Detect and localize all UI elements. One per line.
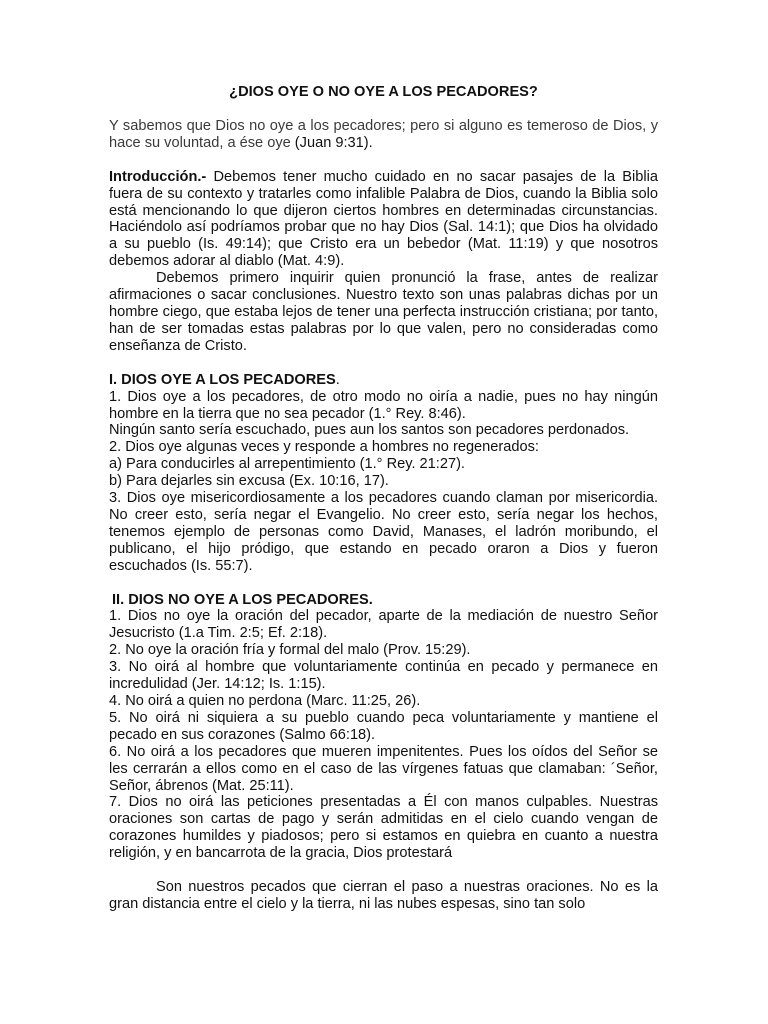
intro-text: Debemos tener mucho cuidado en no sacar pasajes de la Biblia fuera de su contexto y tratarles como infalible Palabra de Dios, cuando la Biblia solo está mencionando lo que dijeron ciertos hombres en determinadas circunstancias. Haciéndolo así podríamos probar que no hay Dios (Sal. 14:1); que Dios ha olvidado a su pueblo (Is. 49:14); que Cristo era un bebedor (Mat. 11:19) y que nosotros debemos adorar al diablo (Mat. 4:9). — [109, 168, 658, 270]
closing-paragraph: Son nuestros pecados que cierran el paso a nuestras oraciones. No es la gran distancia entre el cielo y la tierra, ni las nubes espesas, sino tan solo — [109, 879, 658, 912]
section1-item: a) Para conducirles al arrepentimiento (1.° Rey. 21:27). — [109, 456, 465, 473]
intro-label: Introducción.- — [109, 168, 207, 185]
section1-item: Ningún santo sería escuchado, pues aun los santos son pecadores perdonados. — [109, 422, 630, 439]
spacer — [109, 862, 658, 879]
section1-heading-text: I. DIOS OYE A LOS PECADORES — [109, 371, 336, 388]
intro-paragraph-2: Debemos primero inquirir quien pronunció la frase, antes de realizar afirmaciones o sacar conclusiones. Nuestro texto son unas palabras dichas por un hombre ciego, que estaba lejos de tener una perfecta instrucción cristiana; por tanto, han de ser tomadas estas palabras por lo que valen, pero no consideradas como enseñanza de Cristo. — [109, 270, 658, 354]
section2-item: 1. Dios no oye la oración del pecador, aparte de la mediación de nuestro Señor Jesucristo (1.a Tim. 2:5; Ef. 2:18). — [109, 608, 658, 642]
section1-heading — [109, 372, 658, 389]
section2-heading: II. DIOS NO OYE A LOS PECADORES. — [112, 591, 373, 608]
section2-item: 4. No oirá a quien no perdona (Marc. 11:25, 26). — [109, 693, 421, 709]
section1-item: 2. Dios oye algunas veces y responde a hombres no regenerados: — [109, 439, 539, 456]
document-title: ¿DIOS OYE O NO OYE A LOS PECADORES? — [229, 84, 538, 100]
epigraph — [109, 118, 658, 152]
section1-heading-tail: . — [335, 371, 340, 388]
spacer — [109, 575, 658, 592]
section2-item: 5. No oirá ni siquiera a su pueblo cuando peca voluntariamente y mantiene el pecado en sus corazones (Salmo 66:18). — [109, 709, 658, 743]
spacer — [109, 152, 658, 169]
section2-item: 3. No oirá al hombre que voluntariamente continúa en pecado y permanece en incredulidad (Jer. 14:12; Is. 1:15). — [109, 659, 658, 693]
epigraph-ref: (Juan 9:31). — [290, 134, 373, 151]
section1-item: 3. Dios oye misericordiosamente a los pecadores cuando claman por misericordia. No creer esto, sería negar el Evangelio. No creer esto, sería negar los hechos, tenemos ejemplo de personas como David, Manases, el ladrón moribundo, el publicano, el hijo pródigo, que estando en pecado oraron a Dios y fueron escuchados (Is. 55:7). — [109, 490, 658, 574]
section2-item: 6. No oirá a los pecadores que mueren impenitentes. Pues los oídos del Señor se les cerrarán a ellos como en el caso de las vírgenes fatuas que clamaban: ´Señor, Señor, ábrenos (Mat. 25:11). — [109, 743, 658, 794]
document-page — [109, 84, 658, 913]
section1-item: 1. Dios oye a los pecadores, de otro modo no oiría a nadie, pues no hay ningún hombre en la tierra que no sea pecador (1.° Rey. 8:46). — [109, 388, 658, 422]
section1-item: b) Para dejarles sin excusa (Ex. 10:16, 17). — [109, 473, 389, 490]
epigraph-text: Y sabemos que Dios no oye a los pecadores; pero si alguno es temeroso de Dios, y hace su voluntad, a ése oye — [109, 117, 658, 151]
section2-item: 2. No oye la oración fría y formal del malo (Prov. 15:29). — [109, 642, 471, 659]
section2-item: 7. Dios no oirá las peticiones presentadas a Él con manos culpables. Nuestras oraciones son cartas de pago y serán admitidas en el cielo cuando vengan de corazones humildes y piadosos; pero si estamos en quiebra en cuanto a nuestra religión, y en bancarrota de la gracia, Dios protestará — [109, 794, 658, 862]
intro-paragraph — [109, 169, 658, 270]
spacer — [109, 355, 658, 372]
